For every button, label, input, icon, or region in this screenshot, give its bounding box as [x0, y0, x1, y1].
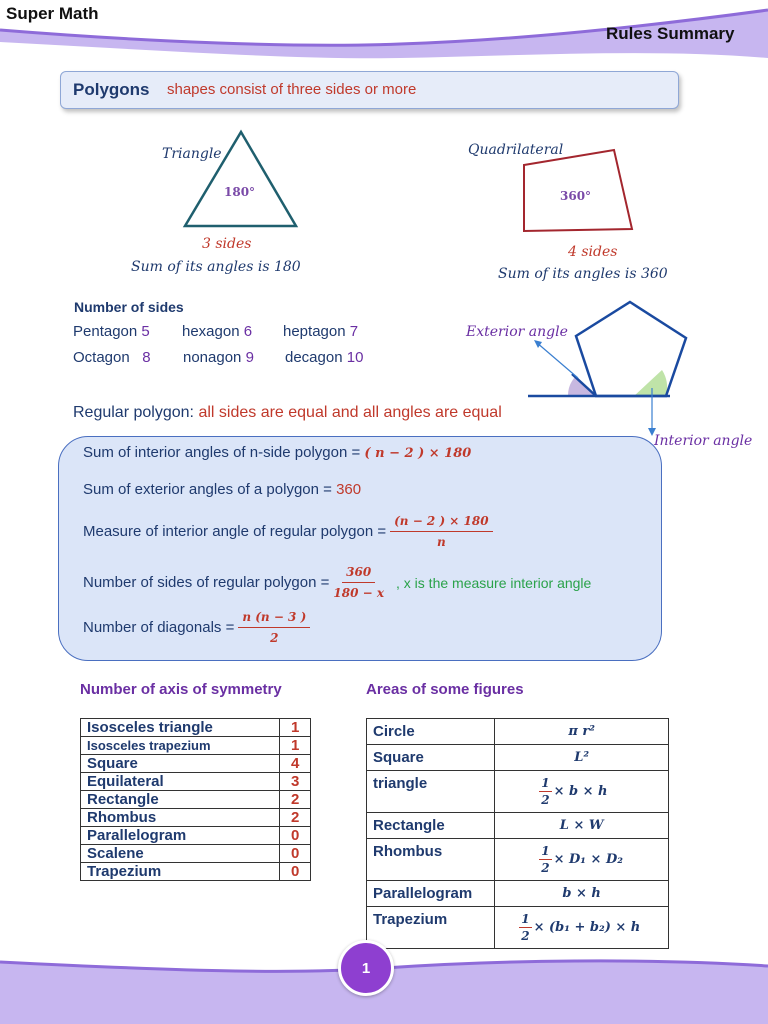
half-fraction: $\frac{1}{2}$	[521, 912, 530, 943]
area-formula: π r²	[495, 719, 669, 745]
symmetry-row	[81, 737, 311, 755]
symmetry-value: 0	[280, 827, 311, 845]
brand-title: Super Math	[6, 4, 99, 23]
interior-angle-label: Interior angle	[654, 433, 753, 449]
quadrilateral-sides: 4 sides	[568, 244, 618, 260]
page-number-badge	[338, 940, 394, 996]
symmetry-shape: Square	[81, 755, 280, 773]
triangle-sum: Sum of its angles is 180	[131, 259, 301, 275]
symmetry-value: 0	[280, 863, 311, 881]
area-row	[367, 719, 669, 745]
exterior-sum-value: 360	[336, 481, 362, 498]
triangle-angle: 180°	[224, 185, 256, 199]
area-formula: b × h	[495, 881, 669, 907]
symmetry-row	[81, 827, 311, 845]
exterior-angle-label: Exterior angle	[466, 324, 568, 340]
area-shape: triangle	[367, 771, 495, 813]
rule-exterior-sum: Sum of exterior angles of a polygon = 360	[83, 481, 362, 498]
area-formula: $\frac{1}{2}$ × D₁ × D₂	[495, 839, 669, 881]
areas-table	[366, 718, 669, 949]
symmetry-row	[81, 755, 311, 773]
decagon-item: decagon 10	[285, 349, 364, 366]
symmetry-shape: Equilateral	[81, 773, 280, 791]
polygons-label: Polygons	[73, 80, 150, 99]
area-formula: L²	[495, 745, 669, 771]
number-of-sides-title: Number of sides	[74, 299, 184, 315]
area-row	[367, 839, 669, 881]
symmetry-value: 2	[280, 809, 311, 827]
triangle-name: Triangle	[162, 146, 222, 162]
pentagon-item: Pentagon 5	[73, 323, 150, 340]
regular-polygon-definition: all sides are equal and all angles are equal	[198, 404, 502, 421]
diagonals-fraction: $\frac{n (n - 3 )}{2}$	[238, 610, 310, 645]
half-fraction: $\frac{1}{2}$	[541, 776, 550, 807]
area-formula: $\frac{1}{2}$ × b × h	[495, 771, 669, 813]
nonagon-item: nonagon 9	[183, 349, 254, 366]
interior-sum-formula: ( n − 2 ) × 180	[364, 446, 472, 461]
area-row	[367, 771, 669, 813]
rule-interior-sum: Sum of interior angles of n-side polygon = ( n − 2 ) × 180	[83, 444, 472, 461]
symmetry-shape: Trapezium	[81, 863, 280, 881]
polygons-definition: shapes consist of three sides or more	[167, 81, 417, 98]
regular-polygon-label: Regular polygon	[73, 404, 190, 421]
area-row	[367, 745, 669, 771]
area-formula: L × W	[495, 813, 669, 839]
area-row	[367, 813, 669, 839]
symmetry-shape: Rhombus	[81, 809, 280, 827]
symmetry-shape: Parallelogram	[81, 827, 280, 845]
symmetry-shape: Isosceles trapezium	[81, 737, 280, 755]
triangle-sides: 3 sides	[202, 236, 252, 252]
area-shape: Rhombus	[367, 839, 495, 881]
area-shape: Square	[367, 745, 495, 771]
symmetry-value: 2	[280, 791, 311, 809]
page-number: 1	[361, 959, 371, 977]
symmetry-value: 0	[280, 845, 311, 863]
symmetry-shape: Scalene	[81, 845, 280, 863]
symmetry-title: Number of axis of symmetry	[80, 681, 282, 698]
triangle-shape	[180, 128, 304, 232]
heptagon-item: heptagon 7	[283, 323, 359, 340]
quadrilateral-angle: 360°	[560, 189, 592, 203]
symmetry-value: 3	[280, 773, 311, 791]
area-row	[367, 881, 669, 907]
rule-diagonals: Number of diagonals = $\frac{n (n - 3 )}{2}$	[83, 610, 314, 645]
symmetry-row	[81, 791, 311, 809]
area-shape: Circle	[367, 719, 495, 745]
octagon-item: Octagon 8	[73, 349, 151, 366]
interior-angle-fraction: $\frac{(n - 2 ) \times 180}{n}$	[390, 514, 492, 549]
symmetry-value: 1	[280, 737, 311, 755]
area-shape: Parallelogram	[367, 881, 495, 907]
hexagon-item: hexagon 6	[182, 323, 253, 340]
pentagon-diagram	[520, 292, 700, 442]
area-shape: Rectangle	[367, 813, 495, 839]
symmetry-shape: Isosceles triangle	[81, 719, 280, 737]
polygons-definition-box	[60, 71, 679, 109]
symmetry-row	[81, 809, 311, 827]
area-shape: Trapezium	[367, 907, 495, 949]
rule-sides-count: Number of sides of regular polygon = $\frac{360}{180 - x}$ , x is the measure interior angle	[83, 565, 592, 600]
symmetry-shape: Rectangle	[81, 791, 280, 809]
area-formula: $\frac{1}{2}$ × (b₁ + b₂) × h	[495, 907, 669, 949]
symmetry-row	[81, 845, 311, 863]
symmetry-row	[81, 863, 311, 881]
half-fraction: $\frac{1}{2}$	[541, 844, 550, 875]
sides-count-fraction: $\frac{360}{180 - x}$	[333, 565, 385, 600]
quadrilateral-name: Quadrilateral	[468, 142, 564, 158]
quadrilateral-sum: Sum of its angles is 360	[498, 266, 668, 282]
symmetry-value: 1	[280, 719, 311, 737]
areas-title: Areas of some figures	[366, 681, 524, 698]
rule-interior-angle: Measure of interior angle of regular polygon = $\frac{(n - 2 ) \times 180}{n}$	[83, 514, 497, 549]
symmetry-row	[81, 719, 311, 737]
symmetry-value: 4	[280, 755, 311, 773]
sides-count-note: , x is the measure interior angle	[396, 574, 592, 591]
page-title: Rules Summary	[606, 24, 735, 43]
symmetry-row	[81, 773, 311, 791]
regular-polygon-line: Regular polygon: all sides are equal and all angles are equal	[73, 404, 502, 421]
symmetry-table	[80, 718, 311, 881]
